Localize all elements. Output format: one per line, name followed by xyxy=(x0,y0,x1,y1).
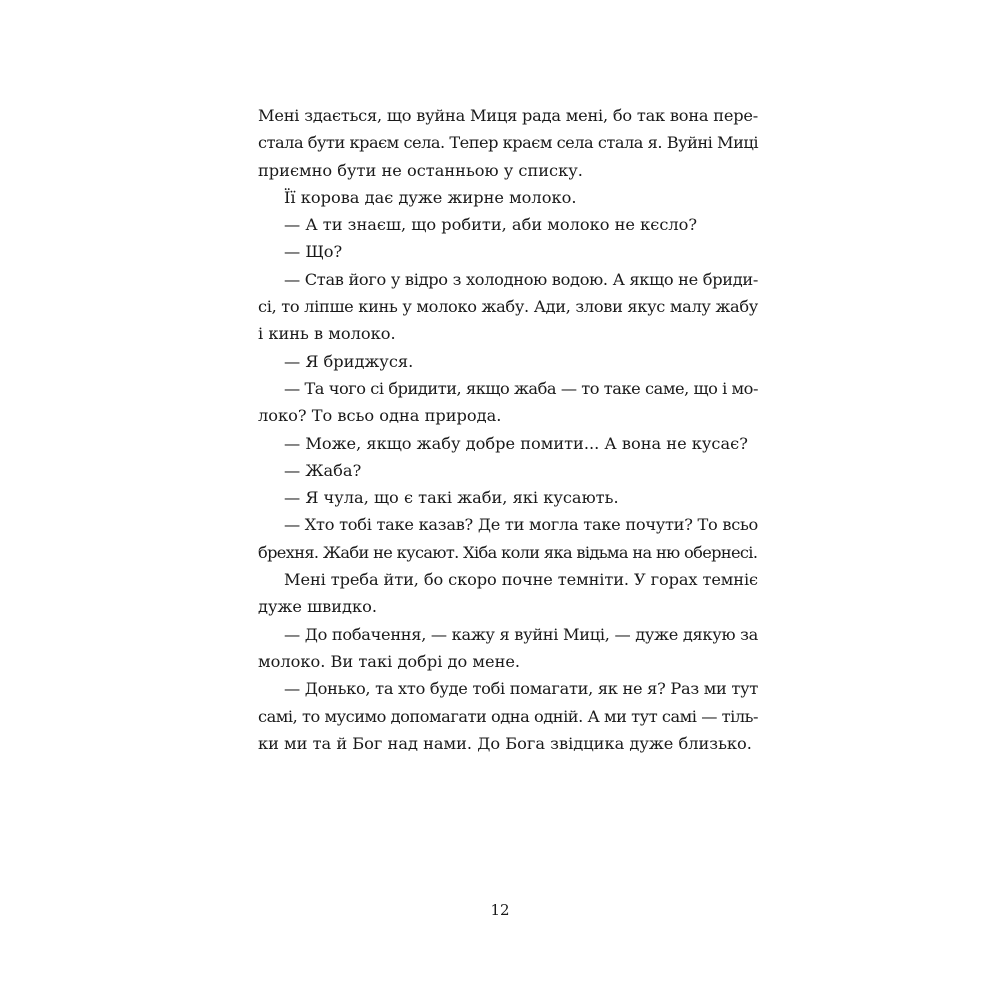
text-line: Мені здається, що вуйна Миця рада мені, бо так вона пере- xyxy=(258,106,758,125)
text-line: молоко. Ви такі добрі до мене. xyxy=(258,651,521,671)
text-line: — Може, якщо жабу добре помити... А вона не кусає? xyxy=(284,433,748,453)
text-line: і кинь в молоко. xyxy=(258,324,396,344)
text-line: сі, то ліпше кинь у молоко жабу. Ади, злови якус малу жабу xyxy=(258,297,758,317)
text-line: — Жаба? xyxy=(284,460,362,480)
text-line: — А ти знаєш, що робити, аби молоко не кєсло? xyxy=(284,215,698,235)
text-line: — Я чула, що є такі жаби, які кусають. xyxy=(284,488,619,508)
text-line: ки ми та й Бог над нами. До Бога звідцика дуже близько. xyxy=(258,733,752,753)
text-line: дуже швидко. xyxy=(258,597,378,617)
text-line: — Що? xyxy=(284,242,343,262)
text-line: самі, то мусимо допомагати одна одній. А ми тут самі — тіль- xyxy=(258,706,758,726)
text-line: — Хто тобі таке казав? Де ти могла таке почути? То всьо xyxy=(284,515,758,535)
text-line: — Став його у відро з холодною водою. А якщо не бриди- xyxy=(284,269,758,289)
text-line: — До побачення, — кажу я вуйні Миці, — дуже дякую за xyxy=(284,624,758,644)
text-line: — Донько, та хто буде тобі помагати, як не я? Раз ми тут xyxy=(284,679,758,699)
text-line: — Та чого сі бридити, якщо жаба — то таке саме, що і мо- xyxy=(284,378,758,398)
text-line: Її корова дає дуже жирне молоко. xyxy=(284,187,577,207)
text-line: приємно бути не останньою у списку. xyxy=(258,160,583,180)
body-text xyxy=(258,102,758,757)
text-line: локо? То всьо одна природа. xyxy=(258,406,502,426)
text-line: брехня. Жаби не кусают. Хіба коли яка відьма на ню обернесі. xyxy=(258,542,758,562)
text-line: стала бути краєм села. Тепер краєм села стала я. Вуйні Миці xyxy=(258,133,758,153)
text-line: — Я бриджуся. xyxy=(284,351,414,371)
page-number: 12 xyxy=(490,901,510,919)
text-line: Мені треба йти, бо скоро почне темніти. У горах темніє xyxy=(284,570,758,590)
